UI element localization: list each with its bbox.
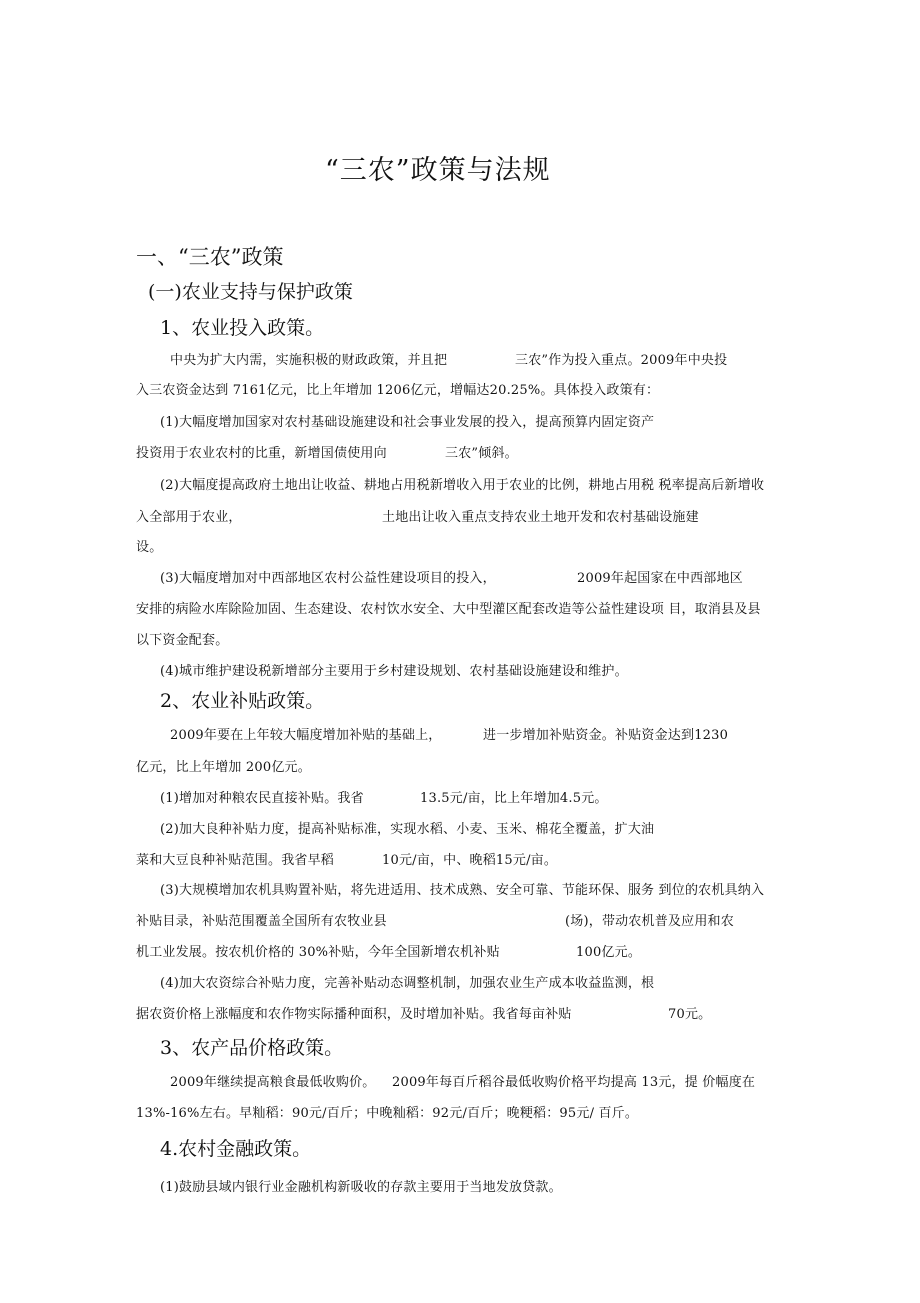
list-item-line: 菜和大豆良种补贴范围。我省早稻 — [136, 853, 335, 868]
paragraph-line: 2009年要在上年较大幅度增加补贴的基础上， — [170, 728, 442, 743]
list-item-line: 设。 — [136, 540, 163, 555]
heading-price-policy: 3、农产品价格政策。 — [160, 1037, 344, 1059]
list-item-line: 安排的病险水库除险加固、生态建设、农村饮水安全、大中型灌区配套改造等公益性建设项 目，取消县及县 — [136, 602, 761, 617]
document-title: “三农”政策与法规 — [325, 155, 551, 186]
list-item-line: (2)加大良种补贴力度，提高补贴标准，实现水稻、小麦、玉米、棉花全覆盖，扩大油 — [160, 822, 655, 837]
paragraph-line: 三农”作为投入重点。2009年中央投 — [515, 353, 728, 368]
list-item-line: (2)大幅度提高政府土地出让收益、耕地占用税新增收入用于农业的比例，耕地占用税 税率提高后新增收 — [160, 478, 765, 493]
paragraph-line: 13%-16%左右。早籼稻：90元/百斤；中晚籼稻：92元/百斤；晚粳稻：95元/ 百斤。 — [136, 1106, 639, 1121]
list-item-line: 10元/亩，中、晚稻15元/亩。 — [382, 853, 558, 868]
paragraph-line: 亿元，比上年增加 200亿元。 — [136, 760, 311, 775]
list-item-line: (4)城市维护建设税新增部分主要用于乡村建设规划、农村基础设施建设和维护。 — [160, 664, 628, 679]
list-item-line: 以下资金配套。 — [136, 633, 229, 648]
list-item-line: 13.5元/亩，比上年增加4.5元。 — [420, 791, 608, 806]
list-item-line: (场)，带动农机普及应用和农 — [565, 914, 734, 929]
section-heading-1: 一、“三农”政策 — [136, 245, 284, 269]
list-item-line: 据农资价格上涨幅度和农作物实际播种面积，及时增加补贴。我省每亩补贴 — [136, 1007, 572, 1022]
subsection-heading: (一)农业支持与保护政策 — [148, 281, 353, 303]
list-item-line: (3)大幅度增加对中西部地区农村公益性建设项目的投入， — [160, 571, 496, 586]
heading-agri-subsidy: 2、农业补贴政策。 — [160, 690, 325, 712]
list-item-line: 补贴目录，补贴范围覆盖全国所有农牧业县 — [136, 914, 387, 929]
list-item-line: 100亿元。 — [576, 945, 642, 960]
list-item-line: (1)大幅度增加国家对农村基础设施建设和社会事业发展的投入，提高预算内固定资产 — [160, 415, 655, 430]
paragraph-line: 2009年继续提高粮食最低收购价。 — [170, 1075, 376, 1090]
list-item-line: 70元。 — [668, 1007, 712, 1022]
paragraph-line: 中央为扩大内需，实施积极的财政政策，并且把 — [170, 353, 448, 368]
list-item-line: 投资用于农业农村的比重，新增国债使用向 — [136, 446, 387, 461]
paragraph-line: 进一步增加补贴资金。补贴资金达到1230 — [483, 728, 729, 743]
list-item-line: 2009年起国家在中西部地区 — [577, 571, 743, 586]
list-item-line: 土地出让收入重点支持农业土地开发和农村基础设施建 — [382, 510, 699, 525]
heading-agri-investment: 1、农业投入政策。 — [160, 317, 325, 339]
heading-finance-policy: 4.农村金融政策。 — [160, 1138, 312, 1160]
list-item-line: 入全部用于农业， — [136, 510, 242, 525]
list-item-line: 机工业发展。按农机价格的 30%补贴，今年全国新增农机补贴 — [136, 945, 500, 960]
list-item-line: (1)鼓励县域内银行业金融机构新吸收的存款主要用于当地发放贷款。 — [160, 1180, 562, 1195]
paragraph-line: 2009年每百斤稻谷最低收购价格平均提高 13元，提 价幅度在 — [392, 1075, 756, 1090]
list-item-line: (1)增加对种粮农民直接补贴。我省 — [160, 791, 364, 806]
list-item-line: (4)加大农资综合补贴力度，完善补贴动态调整机制，加强农业生产成本收益监测，根 — [160, 976, 655, 991]
paragraph-line: 入三农资金达到 7161亿元，比上年增加 1206亿元，增幅达20.25%。具体投入政策有： — [136, 383, 660, 398]
list-item-line: 三农”倾斜。 — [445, 446, 518, 461]
list-item-line: (3)大规模增加农机具购置补贴，将先进适用、技术成熟、安全可靠、节能环保、服务 到位的农机具纳入 — [160, 883, 765, 898]
